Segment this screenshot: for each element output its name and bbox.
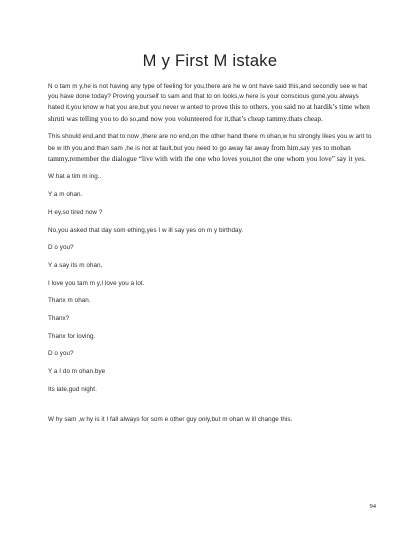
paragraph-text: This should end,and that to now ,there are no end,on the other hand there m ohan,w ho strongly likes you w ant to be w ith you,and than sam ,he is not at fault,but you need to go away far away [48,133,372,152]
paragraph-text-serif: from him.say yes to mohan tammy,remember the dialogue “live with with the one who loves you,not the one whom you love” say it yes. [48,143,366,163]
closing-paragraph [48,415,374,425]
dialogue-text: Y a m ohan. [48,191,83,199]
dialogue-line [48,226,374,236]
dialogue-text: Thanx? [48,315,70,323]
dialogue-line [48,385,374,395]
dialogue-line [48,367,374,377]
dialogue-text: Y a say its m ohan, [48,261,103,269]
dialogue-line [48,261,374,271]
dialogue-text: D o you? [48,244,74,252]
dialogue-line [48,190,374,200]
paragraph-text: W hy sam ,w hy is it I fall always for som e other guy only,but m ohan w ill change this. [48,416,293,424]
dialogue-line [48,349,374,359]
page-number: 94 [369,503,376,510]
dialogue-text: Thanx for loving. [48,332,96,340]
dialogue-text: Thanx m ohan. [48,297,91,305]
dialogue-text: No,you asked that day som ething,yes I w ill say yes on m y birthday. [48,226,244,234]
dialogue-text: H ey,so tired now ? [48,208,103,216]
paragraph-text-serif: this to others, you said no at hardik’s time when shruti was telling you to do so,and now you volunteered for it,that’s cheap tammy.thats cheap. [48,103,370,123]
dialogue-line [48,172,374,182]
dialogue-line [48,208,374,218]
paragraph-text: N o tam m y,he is not having any type of feeling for you,there are he w ont have said this,and secondly see w hat you have done today? Proving yourself to sam and that to on looks,w here is your conscious gone,you always hated it,you know w hat you are,but you never w anted to prove [48,83,368,112]
dialogue-text: D o you? [48,350,74,358]
dialogue-text: Its late,gud night. [48,385,97,393]
dialogue-line [48,332,374,342]
chapter-title: M y First M istake [142,52,278,70]
dialogue-text: Y a I do m ohan.bye [48,368,106,376]
dialogue-line [48,243,374,253]
dialogue-line [48,279,374,289]
dialogue-text: I love you tam m y,I love you a lot. [48,279,145,287]
paragraph [48,132,374,165]
dialogue-line [48,314,374,324]
chapter-body [48,82,374,433]
dialogue-line [48,296,374,306]
dialogue-text: W hat a tim m ing.. [48,173,102,181]
paragraph [48,82,374,125]
